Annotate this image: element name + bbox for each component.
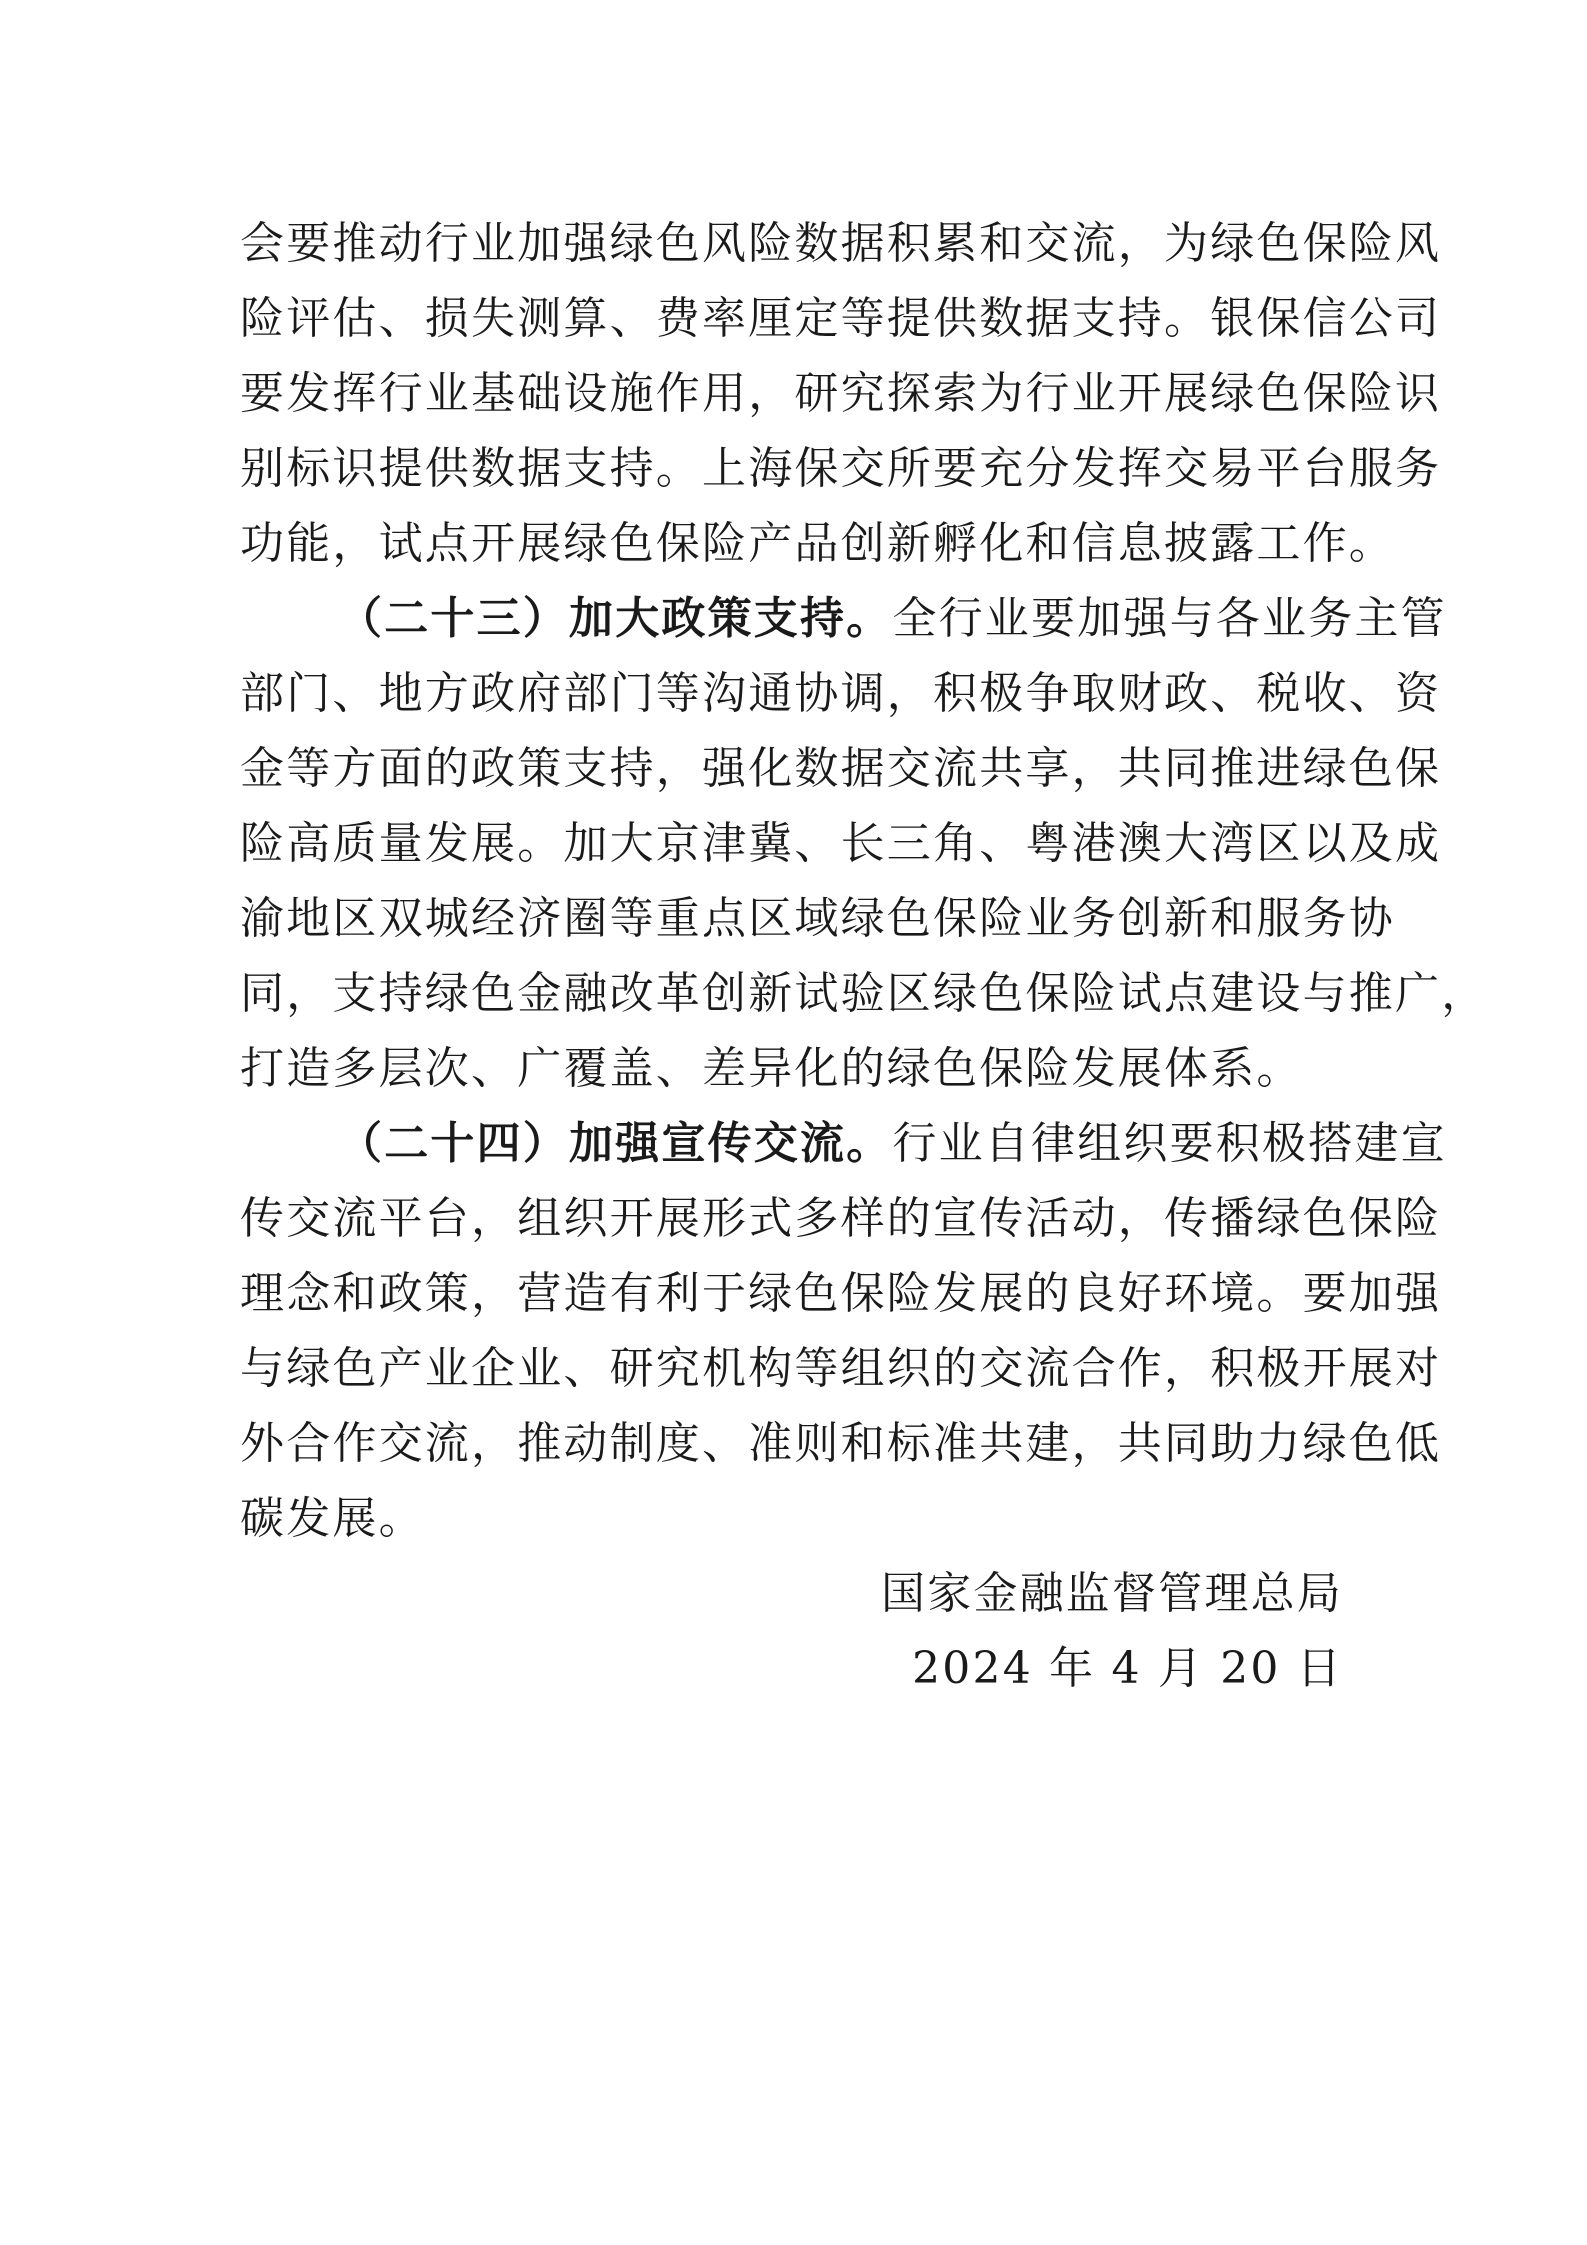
issue-date: 2024 年 4 月 20 日	[912, 1643, 1343, 1694]
section-24-line: 碳发展。	[240, 1493, 425, 1544]
paragraph-line: 功能，试点开展绿色保险产品创新孵化和信息披露工作。	[240, 518, 1395, 569]
section-24-line: 理念和政策，营造有利于绿色保险发展的良好环境。要加强	[240, 1268, 1442, 1319]
section-23-line: 部门、地方政府部门等沟通协调，积极争取财政、税收、资	[240, 668, 1442, 719]
section-24-heading: （二十四）加强宣传交流。	[338, 1118, 893, 1169]
section-24-first-line-text: 行业自律组织要积极搭建宣	[892, 1118, 1447, 1169]
section-24-line: 外合作交流，推动制度、准则和标准共建，共同助力绿色低	[240, 1418, 1442, 1469]
paragraph-line: 险评估、损失测算、费率厘定等提供数据支持。银保信公司	[240, 293, 1442, 344]
section-23-heading: （二十三）加大政策支持。	[338, 593, 893, 644]
section-23-first-line-text: 全行业要加强与各业务主管	[892, 593, 1447, 644]
paragraph-line: 要发挥行业基础设施作用，研究探索为行业开展绿色保险识	[240, 368, 1442, 419]
paragraph-line: 别标识提供数据支持。上海保交所要充分发挥交易平台服务	[240, 443, 1442, 494]
paragraph-line: 会要推动行业加强绿色风险数据积累和交流，为绿色保险风	[240, 218, 1442, 269]
section-23-first-line	[338, 593, 1447, 645]
section-24-line: 与绿色产业企业、研究机构等组织的交流合作，积极开展对	[240, 1343, 1442, 1394]
section-23-line: 险高质量发展。加大京津冀、长三角、粤港澳大湾区以及成	[240, 818, 1442, 869]
section-23-line: 渝地区双城经济圈等重点区域绿色保险业务创新和服务协	[240, 893, 1395, 944]
section-24-first-line	[338, 1118, 1447, 1170]
section-23-line: 同，支持绿色金融改革创新试验区绿色保险试点建设与推广，	[240, 968, 1488, 1019]
issuer-signature: 国家金融监督管理总局	[881, 1568, 1343, 1619]
section-24-line: 传交流平台，组织开展形式多样的宣传活动，传播绿色保险	[240, 1193, 1442, 1244]
section-23-line: 打造多层次、广覆盖、差异化的绿色保险发展体系。	[240, 1043, 1303, 1094]
section-23-line: 金等方面的政策支持，强化数据交流共享，共同推进绿色保	[240, 743, 1442, 794]
